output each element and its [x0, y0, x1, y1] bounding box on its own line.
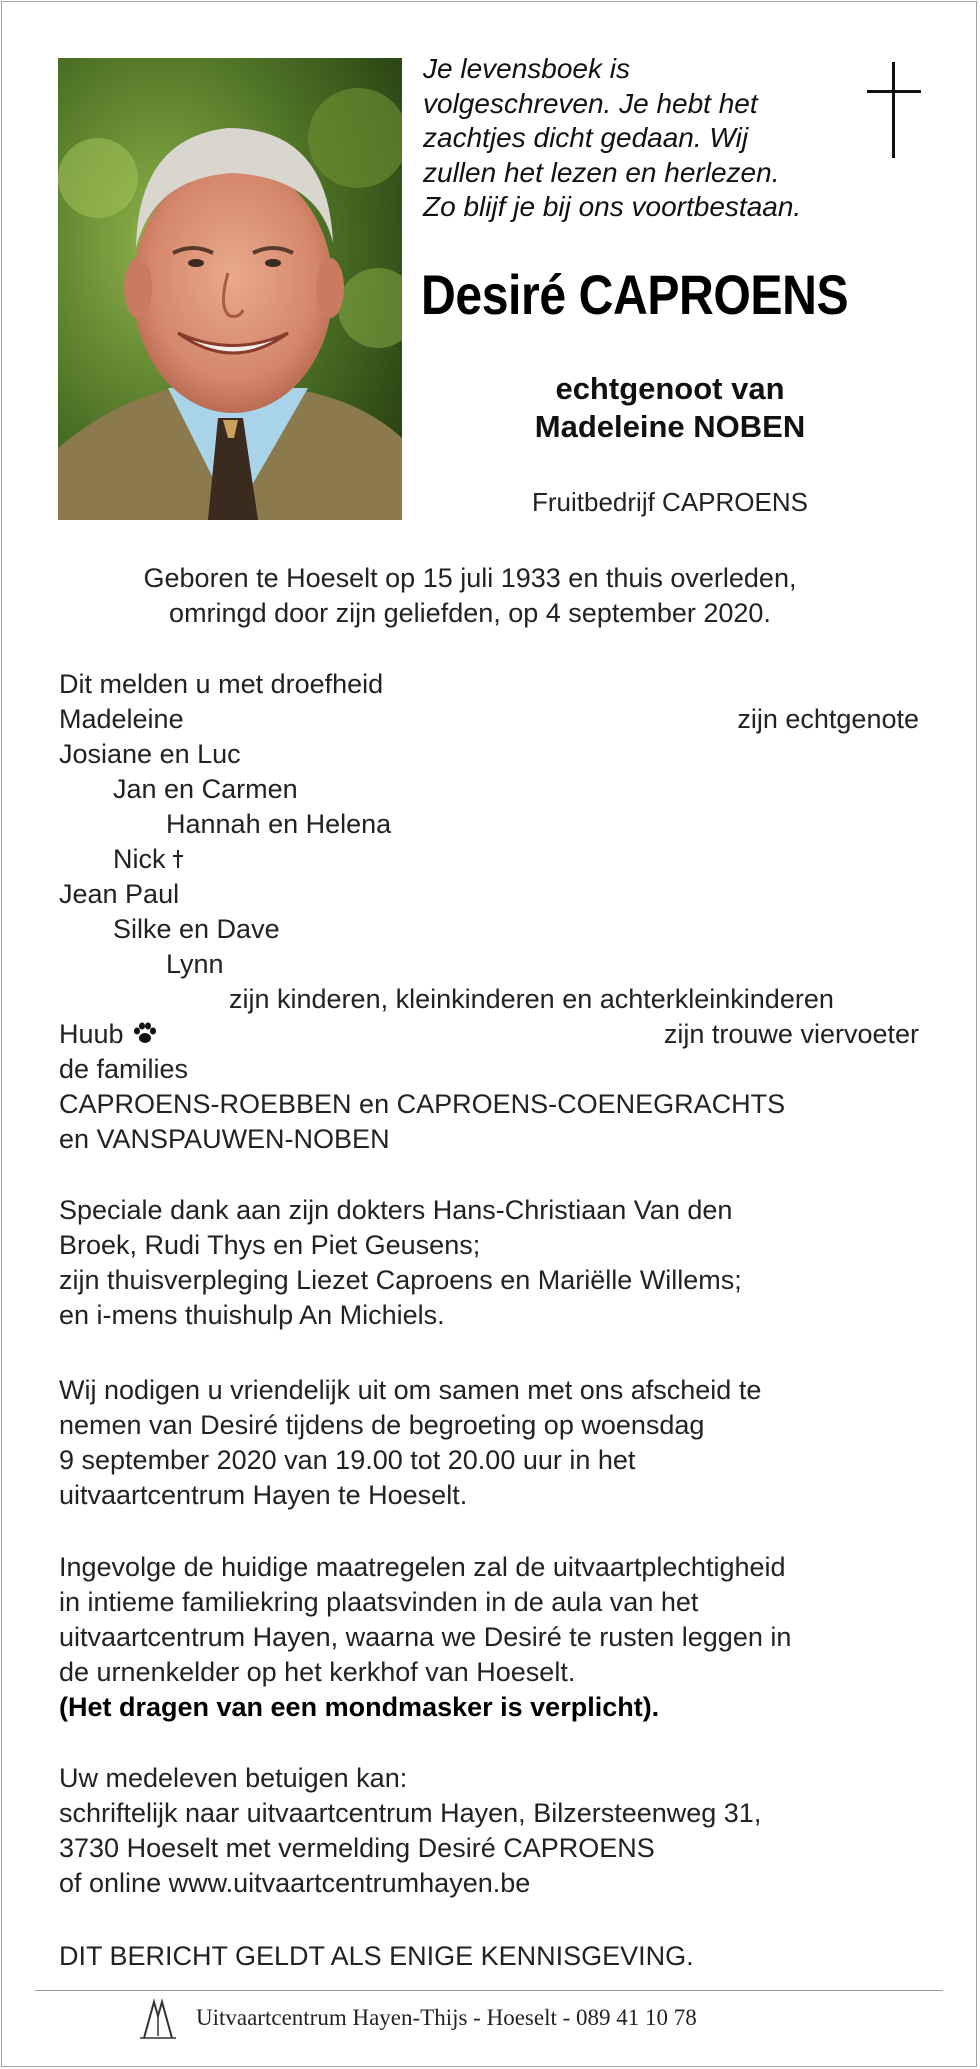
memorial-poem — [423, 52, 863, 225]
mourner-name: Madeleine — [59, 704, 184, 734]
ceremony-paragraph — [59, 1550, 919, 1725]
mourner-name: Jean Paul — [59, 879, 180, 909]
footer-contact: Uitvaartcentrum Hayen-Thijs - Hoeselt - 089 41 10 78 — [196, 2005, 697, 2030]
paragraph-line: nemen van Desiré tijdens de begroeting op woensdag — [59, 1410, 705, 1440]
mourner-name: Lynn — [166, 949, 224, 979]
invitation-paragraph — [59, 1373, 919, 1513]
mourner-role: zijn trouwe viervoeter — [663, 1019, 919, 1049]
mask-notice: (Het dragen van een mondmasker is verplicht). — [59, 1692, 660, 1722]
poem-line: Je levensboek is — [423, 53, 631, 84]
mourner-name: Jan en Carmen — [113, 774, 298, 804]
paragraph-line: Uw medeleven betuigen kan: — [59, 1763, 408, 1793]
portrait-photo — [58, 58, 402, 520]
paragraph-line: 3730 Hoeselt met vermelding Desiré CAPROENS — [59, 1833, 655, 1863]
spouse-relation: echtgenoot van — [555, 371, 785, 406]
mourner-row — [59, 982, 919, 1017]
families-intro: de families — [59, 1054, 189, 1084]
paragraph-line: 9 september 2020 van 19.00 tot 20.00 uur in het — [59, 1445, 636, 1475]
mourner-name: Hannah en Helena — [166, 809, 392, 839]
mourner-role: zijn echtgenote — [737, 704, 919, 734]
birth-death-info — [60, 561, 880, 631]
deceased-name: Desiré CAPROENS — [421, 263, 849, 326]
paragraph-line: Broek, Rudi Thys en Piet Geusens; — [59, 1230, 481, 1260]
born-line: Geboren te Hoeselt op 15 juli 1933 en thuis overleden, — [143, 563, 797, 593]
cross-icon — [864, 60, 924, 160]
funeral-home-logo-icon — [138, 1998, 178, 2042]
mourner-row — [59, 702, 919, 737]
small-cross-icon — [172, 849, 184, 869]
mourners-list — [59, 667, 919, 1157]
paragraph-line: Speciale dank aan zijn dokters Hans-Christiaan Van den — [59, 1195, 733, 1225]
paragraph-line: en i-mens thuishulp An Michiels. — [59, 1300, 445, 1330]
mourners-intro: Dit melden u met droefheid — [59, 669, 384, 699]
mourner-name: Silke en Dave — [113, 914, 280, 944]
mourner-role: zijn kinderen, kleinkinderen en achterkleinkinderen — [229, 984, 834, 1014]
paragraph-line: Wij nodigen u vriendelijk uit om samen met ons afscheid te — [59, 1375, 762, 1405]
paragraph-line: de urnenkelder op het kerkhof van Hoeselt. — [59, 1657, 576, 1687]
spouse-block — [450, 370, 890, 446]
poem-line: volgeschreven. Je hebt het — [423, 87, 758, 119]
condolences-paragraph — [59, 1761, 919, 1901]
mourner-name: Nick — [113, 844, 166, 874]
paragraph-line: zijn thuisverpleging Liezet Caproens en Mariëlle Willems; — [59, 1265, 742, 1295]
official-notice: DIT BERICHT GELDT ALS ENIGE KENNISGEVING. — [59, 1941, 694, 1971]
paragraph-line: of online www.uitvaartcentrumhayen.be — [59, 1868, 531, 1898]
footer-divider — [35, 1990, 943, 1991]
poem-line: Zo blijf je bij ons voortbestaan. — [423, 191, 802, 222]
paragraph-line: Ingevolge de huidige maatregelen zal de uitvaartplechtigheid — [59, 1552, 786, 1582]
paragraph-line: in intieme familiekring plaatsvinden in de aula van het — [59, 1587, 699, 1617]
paragraph-line: schriftelijk naar uitvaartcentrum Hayen, Bilzersteenweg 31, — [59, 1798, 762, 1828]
mourner-row — [59, 1017, 919, 1052]
families-line: en VANSPAUWEN-NOBEN — [59, 1124, 390, 1154]
mourner-row — [59, 842, 919, 877]
poem-line: zullen het lezen en herlezen. — [423, 156, 780, 188]
thanks-paragraph — [59, 1193, 919, 1333]
poem-line: zachtjes dicht gedaan. Wij — [423, 122, 749, 153]
born-line: omringd door zijn geliefden, op 4 september 2020. — [169, 598, 771, 628]
paragraph-line: uitvaartcentrum Hayen te Hoeselt. — [59, 1480, 468, 1510]
mourner-name: Josiane en Luc — [59, 739, 241, 769]
paragraph-line: uitvaartcentrum Hayen, waarna we Desiré te rusten leggen in — [59, 1622, 792, 1652]
paw-icon — [132, 1021, 158, 1045]
mourner-name: Huub — [59, 1019, 124, 1049]
spouse-name: Madeleine NOBEN — [534, 409, 806, 444]
company-name: Fruitbedrijf CAPROENS — [532, 487, 808, 517]
families-line: CAPROENS-ROEBBEN en CAPROENS-COENEGRACHTS — [59, 1089, 786, 1119]
